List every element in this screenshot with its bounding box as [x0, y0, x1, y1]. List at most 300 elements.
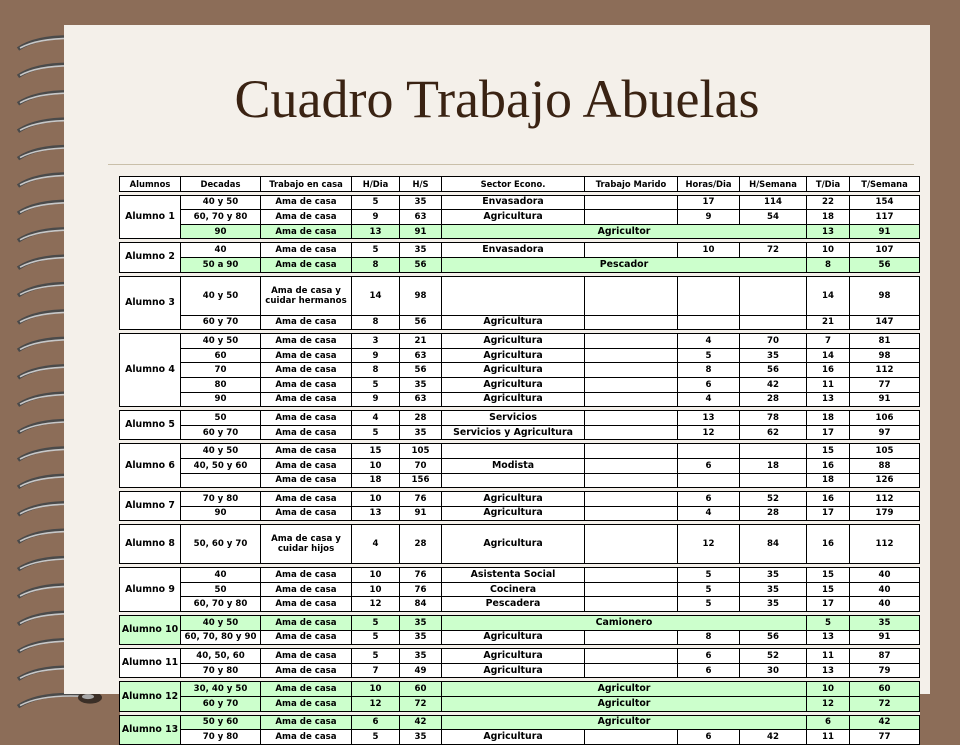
table-cell: Agricultura [442, 730, 585, 745]
table-cell [585, 568, 678, 583]
trabajo-marido-cell: Agricultor [442, 224, 807, 239]
alumno-cell: Alumno 12 [120, 682, 181, 711]
table-cell: 112 [850, 525, 920, 564]
table-cell: 8 [807, 257, 850, 272]
table-cell: 112 [850, 363, 920, 378]
table-row [120, 597, 920, 612]
table-cell: 3 [352, 334, 400, 349]
table-cell: 15 [807, 582, 850, 597]
table-cell: Ama de casa [261, 492, 352, 507]
table-cell: 35 [400, 195, 442, 210]
table-cell: 17 [807, 425, 850, 440]
table-cell: 60, 70 y 80 [181, 597, 261, 612]
table-cell: 40 [181, 568, 261, 583]
table-cell: 98 [850, 276, 920, 315]
table-row [120, 392, 920, 407]
table-cell: 105 [850, 444, 920, 459]
table-cell: 12 [678, 525, 740, 564]
table-cell: 40 [850, 597, 920, 612]
table-cell: 6 [678, 377, 740, 392]
table-cell: 8 [678, 630, 740, 645]
table-cell: 56 [740, 363, 807, 378]
table-cell: 6 [678, 492, 740, 507]
table-cell: 14 [352, 276, 400, 315]
table-row [120, 506, 920, 521]
table-cell: 79 [850, 663, 920, 678]
table-cell: Ama de casa [261, 458, 352, 473]
table-cell: 40 y 50 [181, 195, 261, 210]
table-cell: 60 [850, 682, 920, 697]
table-cell: 5 [352, 425, 400, 440]
table-cell: 13 [807, 224, 850, 239]
table-cell: 126 [850, 473, 920, 488]
table-cell: 5 [678, 597, 740, 612]
table-cell: 42 [740, 377, 807, 392]
table-cell: 87 [850, 649, 920, 664]
table-cell: 90 [181, 392, 261, 407]
column-header: T/Semana [850, 177, 920, 192]
table-cell: 15 [807, 568, 850, 583]
table-cell: 91 [400, 224, 442, 239]
table-cell: 70 y 80 [181, 492, 261, 507]
table-cell [585, 630, 678, 645]
table-cell: 76 [400, 582, 442, 597]
table-cell: 56 [740, 630, 807, 645]
table-cell: 114 [740, 195, 807, 210]
table-row [120, 525, 920, 564]
table-cell: 30, 40 y 50 [181, 682, 261, 697]
table-cell: 50 [181, 411, 261, 426]
table-cell: 52 [740, 649, 807, 664]
table-cell: Agricultura [442, 525, 585, 564]
table-cell: Cocinera [442, 582, 585, 597]
table-cell: 28 [400, 411, 442, 426]
alumno-cell: Alumno 7 [120, 492, 181, 521]
table-cell: 6 [678, 649, 740, 664]
table-header [120, 177, 920, 192]
table-cell: 5 [352, 630, 400, 645]
table-cell: Ama de casa [261, 348, 352, 363]
table-cell: 40 [850, 568, 920, 583]
table-cell: Ama de casa [261, 616, 352, 631]
table-cell: 35 [400, 730, 442, 745]
table-row [120, 224, 920, 239]
table-cell: Ama de casa [261, 568, 352, 583]
table-cell: 70 y 80 [181, 663, 261, 678]
alumno-cell: Alumno 8 [120, 525, 181, 564]
alumno-cell: Alumno 2 [120, 243, 181, 272]
table-cell: Agricultura [442, 649, 585, 664]
table-row [120, 568, 920, 583]
table-cell: 14 [807, 348, 850, 363]
table-cell: 15 [807, 444, 850, 459]
table-cell: 70 [181, 363, 261, 378]
alumno-cell: Alumno 11 [120, 649, 181, 678]
table-cell: Pescadera [442, 597, 585, 612]
table-cell: 112 [850, 492, 920, 507]
table-cell: 91 [850, 224, 920, 239]
table-cell: 10 [807, 243, 850, 258]
table-cell: Ama de casa [261, 597, 352, 612]
table-cell: Envasadora [442, 243, 585, 258]
table-cell: 40 y 50 [181, 276, 261, 315]
alumno-cell: Alumno 3 [120, 276, 181, 330]
table-cell: 35 [400, 630, 442, 645]
table-cell: Ama de casa [261, 411, 352, 426]
table-cell: 40 [850, 582, 920, 597]
table-cell [585, 663, 678, 678]
table-cell [585, 276, 678, 315]
table-cell [678, 473, 740, 488]
table-cell [678, 444, 740, 459]
table-cell: 77 [850, 730, 920, 745]
table-cell: 4 [678, 392, 740, 407]
table-cell: 28 [740, 506, 807, 521]
table-cell: 107 [850, 243, 920, 258]
table-cell: Agricultura [442, 363, 585, 378]
table-cell: 50 y 60 [181, 715, 261, 730]
table-cell: 35 [740, 568, 807, 583]
table-cell: Ama de casa [261, 224, 352, 239]
table-cell: 105 [400, 444, 442, 459]
table-cell: 18 [807, 473, 850, 488]
table-cell: 35 [740, 348, 807, 363]
table-cell: 10 [807, 682, 850, 697]
table-cell: 13 [678, 411, 740, 426]
table-cell [585, 582, 678, 597]
table-cell: 11 [807, 649, 850, 664]
table-row [120, 425, 920, 440]
table-cell [442, 473, 585, 488]
table-cell: 40, 50 y 60 [181, 458, 261, 473]
title-divider [108, 164, 914, 165]
table-cell: 22 [807, 195, 850, 210]
table-cell [585, 444, 678, 459]
table-row [120, 663, 920, 678]
table-cell: Ama de casa y cuidar hijos [261, 525, 352, 564]
table-cell: 9 [352, 348, 400, 363]
table-cell: 21 [807, 315, 850, 330]
table-cell: Ama de casa [261, 506, 352, 521]
table-cell: 42 [740, 730, 807, 745]
table-cell: 60 [400, 682, 442, 697]
table-cell: 13 [807, 630, 850, 645]
table-cell [585, 243, 678, 258]
table-cell: 40 [181, 243, 261, 258]
table-cell: 56 [850, 257, 920, 272]
table-cell: 5 [352, 649, 400, 664]
table-cell [740, 276, 807, 315]
table-cell: 54 [740, 210, 807, 225]
table-cell: Agricultura [442, 315, 585, 330]
table-row [120, 243, 920, 258]
table-cell: 18 [352, 473, 400, 488]
table-cell: 17 [678, 195, 740, 210]
table-cell: 5 [678, 582, 740, 597]
column-header: Sector Econo. [442, 177, 585, 192]
table-cell: 63 [400, 348, 442, 363]
table-cell: 90 [181, 224, 261, 239]
table-cell: 56 [400, 363, 442, 378]
table-cell: Agricultura [442, 210, 585, 225]
table-row [120, 377, 920, 392]
table-row [120, 334, 920, 349]
table-cell: 16 [807, 525, 850, 564]
table-cell [585, 473, 678, 488]
table-cell [181, 473, 261, 488]
table-cell: 147 [850, 315, 920, 330]
table-cell: 9 [352, 392, 400, 407]
table-cell [585, 348, 678, 363]
table-cell: 76 [400, 568, 442, 583]
table-cell: 60 [181, 348, 261, 363]
table-cell: 18 [807, 210, 850, 225]
table-cell: 35 [740, 597, 807, 612]
table-cell: 21 [400, 334, 442, 349]
table-row [120, 616, 920, 631]
trabajo-marido-cell: Camionero [442, 616, 807, 631]
table-cell: 40, 50, 60 [181, 649, 261, 664]
table-cell: Ama de casa [261, 473, 352, 488]
table-cell: 42 [850, 715, 920, 730]
table-cell: 42 [400, 715, 442, 730]
table-cell: 17 [807, 597, 850, 612]
table-cell: Agricultura [442, 630, 585, 645]
table-row [120, 315, 920, 330]
trabajo-marido-cell: Agricultor [442, 682, 807, 697]
table-cell: 5 [678, 348, 740, 363]
table-cell [678, 276, 740, 315]
table-cell: 4 [678, 334, 740, 349]
table-cell [585, 210, 678, 225]
table-cell: Envasadora [442, 195, 585, 210]
table-cell: 88 [850, 458, 920, 473]
table-row [120, 257, 920, 272]
table-row [120, 649, 920, 664]
table-cell: Ama de casa y cuidar hermanos [261, 276, 352, 315]
table-cell: 15 [352, 444, 400, 459]
table-cell: Ama de casa [261, 425, 352, 440]
table-cell: 4 [352, 411, 400, 426]
column-header: H/Semana [740, 177, 807, 192]
table-cell: 5 [807, 616, 850, 631]
table-cell: 72 [740, 243, 807, 258]
table-cell: 77 [850, 377, 920, 392]
table-cell: Modista [442, 458, 585, 473]
table-cell: 8 [352, 257, 400, 272]
table-cell: 28 [740, 392, 807, 407]
table-cell: 6 [678, 730, 740, 745]
table-cell: 60, 70 y 80 [181, 210, 261, 225]
table-cell [585, 411, 678, 426]
table-cell: 4 [678, 506, 740, 521]
table-cell: 6 [678, 458, 740, 473]
table-cell: Servicios [442, 411, 585, 426]
column-header: T/Dia [807, 177, 850, 192]
table-cell: 5 [352, 730, 400, 745]
table-cell: 35 [400, 649, 442, 664]
table-row [120, 682, 920, 697]
table-cell: 50, 60 y 70 [181, 525, 261, 564]
table-cell: 56 [400, 315, 442, 330]
table-cell: 10 [352, 682, 400, 697]
table-cell: 5 [352, 616, 400, 631]
table-cell [585, 525, 678, 564]
table-cell: 84 [400, 597, 442, 612]
table-cell: 80 [181, 377, 261, 392]
table-cell: 7 [352, 663, 400, 678]
table-cell [740, 444, 807, 459]
data-table [119, 176, 920, 745]
table-cell: Servicios y Agricultura [442, 425, 585, 440]
table-cell: 16 [807, 492, 850, 507]
table-row [120, 444, 920, 459]
column-header: H/Dia [352, 177, 400, 192]
table-cell: 6 [352, 715, 400, 730]
table-cell: Ama de casa [261, 210, 352, 225]
table-cell: 8 [352, 315, 400, 330]
table-cell: 17 [807, 506, 850, 521]
table-cell: 28 [400, 525, 442, 564]
table-cell: 12 [678, 425, 740, 440]
table-cell [585, 492, 678, 507]
table-cell: 81 [850, 334, 920, 349]
table-row [120, 697, 920, 712]
table-cell: Ama de casa [261, 630, 352, 645]
table-cell [585, 392, 678, 407]
table-cell: 91 [850, 630, 920, 645]
table-row [120, 210, 920, 225]
table-cell: 8 [352, 363, 400, 378]
table-cell [585, 597, 678, 612]
trabajo-marido-cell: Agricultor [442, 697, 807, 712]
table-cell: Ama de casa [261, 377, 352, 392]
table-cell: 49 [400, 663, 442, 678]
alumno-cell: Alumno 6 [120, 444, 181, 488]
table-cell: 18 [740, 458, 807, 473]
column-header: Horas/Dia [678, 177, 740, 192]
table-cell: 13 [352, 224, 400, 239]
table-cell: Agricultura [442, 506, 585, 521]
table-cell: Ama de casa [261, 682, 352, 697]
table-cell: 40 y 50 [181, 444, 261, 459]
table-cell: 11 [807, 377, 850, 392]
table-cell: 98 [400, 276, 442, 315]
table-row [120, 411, 920, 426]
table-cell: Agricultura [442, 492, 585, 507]
table-cell: 12 [352, 597, 400, 612]
table-cell: Ama de casa [261, 663, 352, 678]
table-cell: 56 [400, 257, 442, 272]
table-row [120, 473, 920, 488]
table-cell: Agricultura [442, 334, 585, 349]
table-cell: 5 [678, 568, 740, 583]
table-cell: 10 [352, 582, 400, 597]
table-cell: 18 [807, 411, 850, 426]
table-row [120, 715, 920, 730]
table-cell: 70 y 80 [181, 730, 261, 745]
table-cell: 4 [352, 525, 400, 564]
table-cell: 179 [850, 506, 920, 521]
table-cell: Ama de casa [261, 444, 352, 459]
table-cell: 5 [352, 377, 400, 392]
table-cell: 6 [678, 663, 740, 678]
table-cell: Ama de casa [261, 315, 352, 330]
table-cell [585, 425, 678, 440]
table-cell: 60 y 70 [181, 425, 261, 440]
table-cell [585, 315, 678, 330]
alumno-cell: Alumno 5 [120, 411, 181, 440]
column-header: Alumnos [120, 177, 181, 192]
table-cell: Ama de casa [261, 392, 352, 407]
table-row [120, 276, 920, 315]
page-title: Cuadro Trabajo Abuelas [234, 69, 760, 129]
table-cell: Ama de casa [261, 697, 352, 712]
alumno-cell: Alumno 9 [120, 568, 181, 612]
table-row [120, 730, 920, 745]
column-header: Trabajo Marido [585, 177, 678, 192]
table-cell: 60 y 70 [181, 697, 261, 712]
table-cell: 12 [352, 697, 400, 712]
table-cell: 90 [181, 506, 261, 521]
table-cell: 156 [400, 473, 442, 488]
table-cell: Agricultura [442, 663, 585, 678]
table-row [120, 195, 920, 210]
table-cell: 35 [400, 425, 442, 440]
table-cell [585, 649, 678, 664]
table-cell: 52 [740, 492, 807, 507]
table-cell: 84 [740, 525, 807, 564]
table-cell: 72 [850, 697, 920, 712]
table-cell: 10 [352, 492, 400, 507]
alumno-cell: Alumno 1 [120, 195, 181, 239]
table-cell: 62 [740, 425, 807, 440]
table-cell: 6 [807, 715, 850, 730]
table-cell: 106 [850, 411, 920, 426]
table-cell: 60, 70, 80 y 90 [181, 630, 261, 645]
table-cell: 9 [352, 210, 400, 225]
table-cell: 30 [740, 663, 807, 678]
table-cell: Ama de casa [261, 257, 352, 272]
table-cell: 14 [807, 276, 850, 315]
table-cell: 117 [850, 210, 920, 225]
table-cell: 70 [740, 334, 807, 349]
table-row [120, 492, 920, 507]
table-cell: 13 [807, 392, 850, 407]
table-cell: 35 [850, 616, 920, 631]
table-cell: 154 [850, 195, 920, 210]
table-cell: 78 [740, 411, 807, 426]
table-cell: 35 [400, 377, 442, 392]
table-cell: Ama de casa [261, 195, 352, 210]
table-cell: 50 a 90 [181, 257, 261, 272]
trabajo-marido-cell: Agricultor [442, 715, 807, 730]
table-cell: 72 [400, 697, 442, 712]
table-cell: 5 [352, 243, 400, 258]
table-cell: Ama de casa [261, 715, 352, 730]
table-cell: Agricultura [442, 348, 585, 363]
table-cell: Ama de casa [261, 243, 352, 258]
table-cell: Agricultura [442, 392, 585, 407]
table-cell [678, 315, 740, 330]
column-header: Trabajo en casa [261, 177, 352, 192]
table-cell [585, 195, 678, 210]
table-cell [442, 276, 585, 315]
table-cell: Ama de casa [261, 730, 352, 745]
alumno-cell: Alumno 13 [120, 715, 181, 744]
table-row [120, 458, 920, 473]
table-cell: 10 [352, 458, 400, 473]
